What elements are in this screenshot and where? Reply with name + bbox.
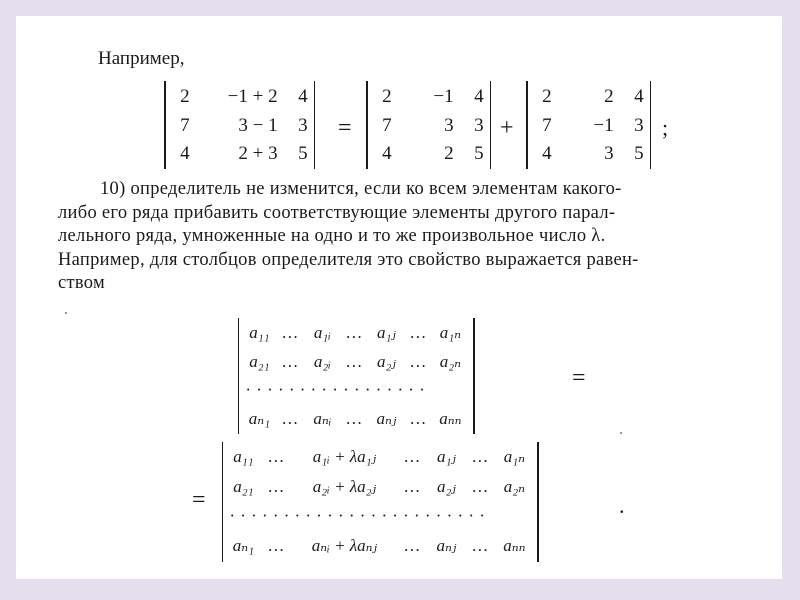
determinant-first	[366, 81, 491, 169]
print-speck	[620, 432, 622, 434]
determinant-left	[164, 81, 315, 169]
cell: 4	[474, 86, 484, 107]
element: aₙ₁	[248, 408, 271, 428]
print-speck	[65, 312, 67, 314]
element: a₁₁	[249, 323, 270, 342]
cell: 4	[634, 86, 644, 107]
cell: −1 + 2	[227, 86, 278, 107]
element: aₙ₁	[232, 535, 255, 555]
element: aₙₙ	[503, 535, 526, 555]
cell: 2	[382, 86, 392, 107]
ellipsis: …	[345, 351, 364, 371]
cell: 3	[634, 114, 644, 136]
element: a₁₁	[233, 447, 254, 466]
paragraph-line: лельного ряда, умноженные на одно и то же произвольное число λ.	[58, 226, 606, 246]
element: a₁ᵢ + λa₁ⱼ	[312, 447, 377, 466]
cell: 2	[604, 86, 614, 107]
element: a₂ᵢ	[313, 351, 331, 371]
paragraph-line: Например, для столбцов определителя это свойство выражается равен-	[58, 249, 639, 270]
cell: −1	[593, 114, 614, 136]
element: aₙₙ	[439, 408, 462, 428]
determinant-b	[222, 442, 539, 562]
cell: 4	[180, 143, 190, 164]
ellipsis: …	[403, 447, 422, 466]
ellipsis: …	[409, 351, 428, 371]
ellipsis: …	[281, 408, 300, 428]
cell: 3 − 1	[238, 114, 278, 136]
ellipsis: …	[345, 323, 364, 342]
equals-sign: =	[338, 115, 352, 141]
element: a₁ᵢ	[313, 323, 331, 342]
cell: 4	[298, 86, 308, 107]
cell: 5	[634, 143, 644, 164]
ellipsis: …	[471, 535, 490, 555]
ellipsis: …	[267, 476, 286, 496]
ellipsis: …	[267, 535, 286, 555]
element: a₂ᵢ + λa₂ⱼ	[312, 476, 377, 496]
cell: 7	[382, 114, 392, 136]
ellipsis: …	[409, 323, 428, 342]
element: a₂₁	[233, 476, 254, 496]
ellipsis: …	[403, 476, 422, 496]
element: a₁ⱼ	[376, 323, 396, 342]
paragraph-line: либо его ряда прибавить соответствующие элементы другого парал-	[58, 202, 616, 223]
cell: −1	[433, 86, 454, 107]
cell: 4	[382, 143, 392, 164]
ellipsis: …	[409, 408, 428, 428]
dotted-row: ·················	[245, 380, 431, 399]
cell: 3	[298, 114, 308, 136]
cell: 2 + 3	[238, 143, 278, 164]
cell: 5	[298, 143, 308, 164]
cell: 2	[180, 86, 190, 107]
ellipsis: …	[345, 408, 364, 428]
ellipsis: …	[403, 535, 422, 555]
element: aₙⱼ	[436, 535, 457, 555]
cell: 2	[542, 86, 552, 107]
element: aₙᵢ	[313, 408, 332, 428]
cell: 4	[542, 143, 552, 164]
ellipsis: …	[471, 447, 490, 466]
cell: 5	[474, 143, 484, 164]
semicolon: ;	[662, 115, 669, 140]
cell: 3	[474, 114, 484, 136]
ellipsis: …	[281, 323, 300, 342]
paragraph-line: ством	[58, 273, 106, 293]
cell: 2	[444, 143, 454, 164]
element: a₂ⱼ	[376, 351, 396, 371]
ellipsis: …	[267, 447, 286, 466]
cell: 3	[444, 114, 454, 136]
element: aₙⱼ	[376, 408, 397, 428]
paragraph-line: 10) определитель не изменится, если ко всем элементам какого-	[100, 179, 622, 199]
cell: 7	[542, 114, 552, 136]
period: .	[619, 493, 625, 518]
element: a₁ₙ	[503, 447, 526, 466]
element: a₁ⱼ	[436, 447, 456, 466]
equals-sign: =	[192, 487, 206, 513]
dotted-row: ························	[229, 506, 491, 525]
element: aₙᵢ + λaₙⱼ	[311, 535, 378, 555]
element: a₂ₙ	[503, 476, 526, 496]
book-page	[16, 16, 782, 579]
intro-text: Например,	[98, 48, 185, 69]
ellipsis: …	[281, 351, 300, 371]
element: a₂ⱼ	[436, 476, 456, 496]
element: a₂ₙ	[439, 351, 462, 371]
determinant-a	[238, 318, 475, 434]
element: a₂₁	[249, 351, 270, 371]
determinant-second	[526, 81, 651, 169]
cell: 7	[180, 114, 190, 136]
cell: 3	[604, 143, 614, 164]
ellipsis: …	[471, 476, 490, 496]
element: a₁ₙ	[439, 323, 462, 342]
property-paragraph	[58, 178, 774, 296]
equals-sign: =	[572, 365, 586, 391]
plus-sign: +	[500, 115, 514, 141]
